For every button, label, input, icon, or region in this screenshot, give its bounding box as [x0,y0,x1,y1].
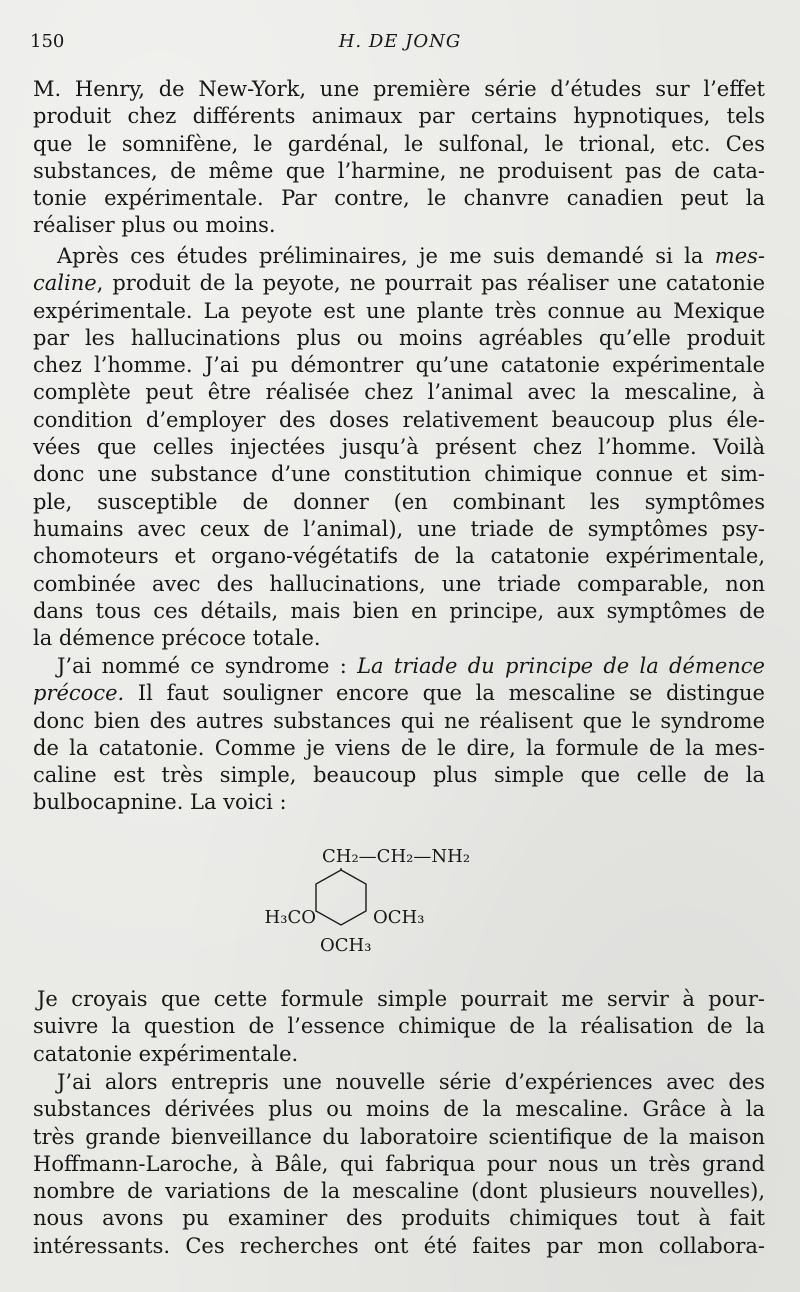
text-line [33,76,765,103]
text-line [33,352,765,379]
line-text: expérimentale. La peyote est une plante très connue au Mexique [33,298,765,323]
line-text: substances dérivées plus ou moins de la mescaline. Grâce à la [33,1097,765,1122]
text-line [33,1151,765,1178]
paragraph-1 [33,76,765,240]
text-line [33,489,765,516]
line-text: produit chez différents animaux par certains hypnotiques, tels [33,104,765,129]
text-line [33,708,765,735]
text-line [33,131,765,158]
formula-right-substituent: OCH₃ [373,907,425,928]
text-line [33,1041,765,1068]
text-line [33,212,765,239]
line-text: humains avec ceux de l’animal), une triade de symptômes psy- [33,516,765,541]
italic-text: mes- [714,244,765,268]
text-line [33,653,765,680]
line-text: nombre de variations de la mescaline (dont plusieurs nouvelles), [33,1179,765,1204]
text-line [33,1013,765,1040]
line-text: M. Henry, de New-York, une première série d’études sur l’effet [33,77,765,101]
text-line [33,298,765,325]
line-text: complète peut être réalisée chez l’animal avec la mescaline, à [33,380,765,405]
line-text: chomoteurs et organo-végétatifs de la catatonie expérimentale, [33,544,765,569]
line-text: suivre la question de l’essence chimique de la réalisation de la [33,1014,765,1039]
italic-text: précoce. [33,681,125,706]
text-line [33,185,765,212]
line-text: dans tous ces détails, mais bien en principe, aux symptômes de [33,598,765,623]
text-line [33,103,765,130]
line-text: bulbocapnine. La voici : [33,790,287,815]
line-text: combinée avec des hallucinations, une triade comparable, non [33,571,765,596]
text-line [33,379,765,406]
text-line [33,1096,765,1123]
text-line [33,434,765,461]
text-line [33,461,765,488]
text-line [33,1205,765,1232]
line-text: tonie expérimentale. Par contre, le chanvre canadien peut la [33,186,765,211]
line-text: donc bien des autres substances qui ne réalisent que le syndrome [33,708,765,733]
text-line [33,1233,765,1260]
text-line [33,243,765,270]
running-title: H. DE JONG [338,31,462,52]
line-text: très grande bienveillance du laboratoire scientifique de la maison [33,1124,765,1149]
formula-bottom-substituent: OCH₃ [320,935,372,956]
line-text: ple, susceptible de donner (en combinant les symptômes [33,489,765,514]
text-line [33,516,765,543]
ring-hexagon [316,870,366,925]
line-text: donc une substance d’une constitution chimique connue et sim- [33,462,765,487]
line-text: la démence précoce totale. [33,626,321,651]
text-line [33,986,765,1013]
text-line [33,325,765,352]
line-text: vées que celles injectées jusqu’à présent chez l’homme. Voilà [33,435,765,460]
line-text: catatonie expérimentale. [33,1041,299,1066]
page-number: 150 [30,31,65,52]
line-text: caline est très simple, beaucoup plus simple que celle de la [33,763,765,788]
line-text: condition d’employer des doses relativement beaucoup plus éle- [33,407,765,432]
line-text: J’ai nommé ce syndrome : [57,654,358,678]
text-line [33,789,765,816]
italic-text: La triade du principe de la démence [357,654,765,678]
formula-left-substituent: H₃CO [264,907,316,928]
text-line [33,158,765,185]
line-text: , produit de la peyote, ne pourrait pas réaliser une catatonie [96,271,765,296]
text-line [33,735,765,762]
text-line [33,680,765,707]
text-line [33,543,765,570]
text-line [33,1124,765,1151]
italic-text: caline [33,271,97,296]
line-text: de la catatonie. Comme je viens de le dire, la formule de la mes- [33,735,765,760]
line-text: Après ces études préliminaires, je me suis demandé si la [57,244,715,268]
text-line [33,270,765,297]
text-line [33,1069,765,1096]
line-text: par les hallucinations plus ou moins agréables qu’elle produit [33,325,765,350]
text-line [33,571,765,598]
line-text: chez l’homme. J’ai pu démontrer qu’une catatonie expérimentale [33,353,765,378]
paragraph-5 [33,1069,765,1260]
text-line [33,598,765,625]
paragraph-2 [33,243,765,652]
line-text: substances, de même que l’harmine, ne produisent pas de cata- [33,158,765,183]
formula-side-chain: CH₂—CH₂—NH₂ [322,846,471,867]
line-text: Je croyais que cette formule simple pourrait me servir à pour- [37,987,765,1011]
line-text: Hoffmann-Laroche, à Bâle, qui fabriqua pour nous un très grand [33,1151,765,1176]
line-text: réaliser plus ou moins. [33,213,276,238]
paragraph-4 [33,986,765,1068]
line-text: Il faut souligner encore que la mescaline se distingue [124,681,765,706]
line-text: intéressants. Ces recherches ont été faites par mon collabora- [33,1233,765,1258]
line-text: que le somnifène, le gardénal, le sulfonal, le trional, etc. Ces [33,131,765,156]
text-line [33,762,765,789]
text-line [33,407,765,434]
paragraph-3 [33,653,765,817]
text-line [33,1178,765,1205]
line-text: J’ai alors entrepris une nouvelle série d’expériences avec des [57,1070,765,1094]
text-line [33,625,765,652]
line-text: nous avons pu examiner des produits chimiques tout à fait [33,1206,765,1231]
